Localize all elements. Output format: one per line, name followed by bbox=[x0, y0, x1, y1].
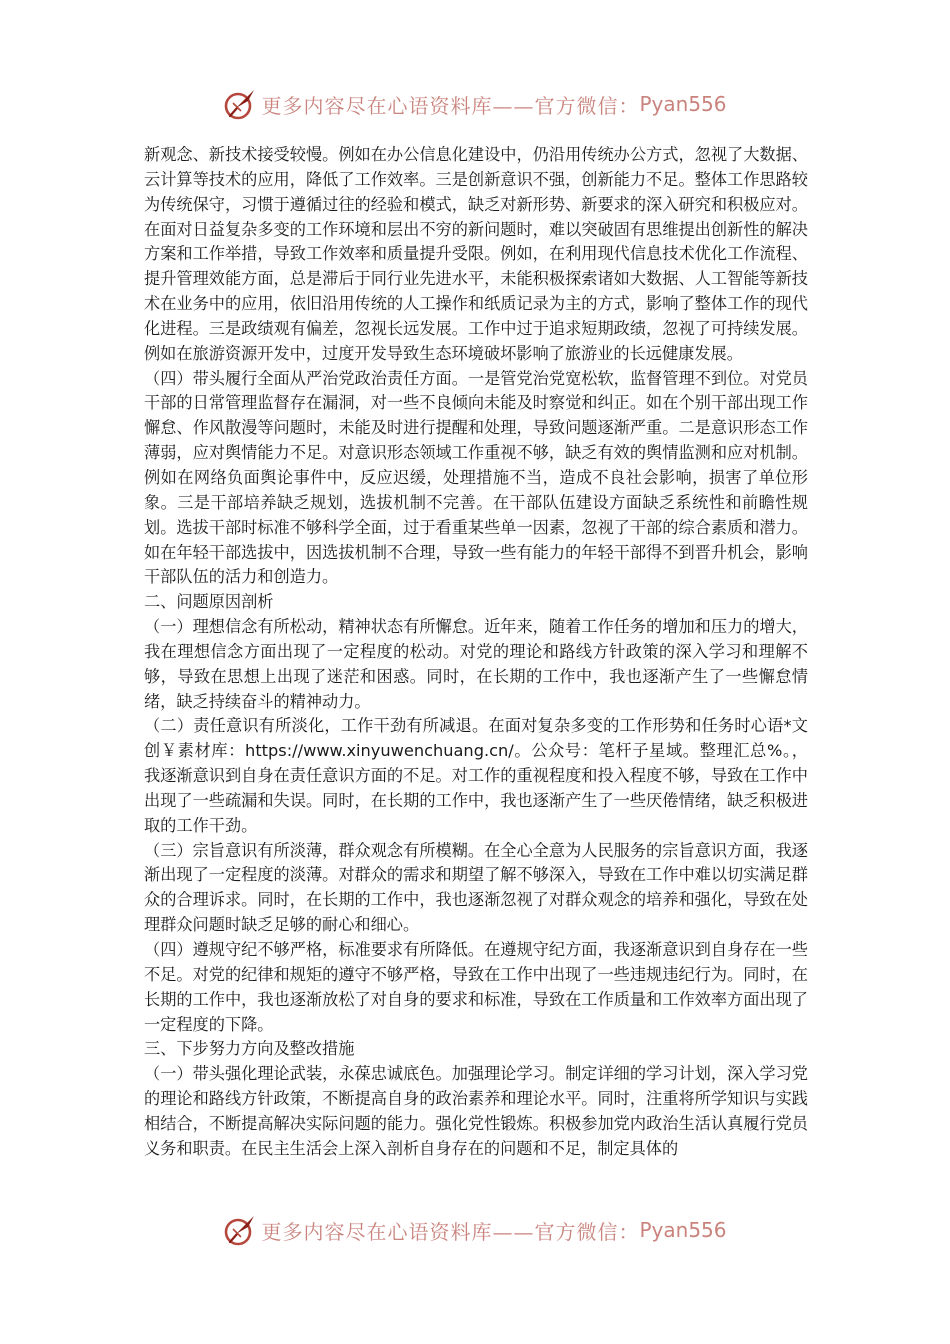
document-body bbox=[144, 143, 808, 1162]
quill-logo-icon bbox=[223, 87, 257, 121]
paragraph: （四）遵规守纪不够严格，标准要求有所降低。在遵规守纪方面，我逐渐意识到自身存在一些不足。对党的纪律和规矩的遵守不够严格，导致在工作中出现了一些违规违纪行为。同时，在长期的工作中，我也逐渐放松了对自身的要求和标准，导致在工作质量和工作效率方面出现了一定程度的下降。 bbox=[144, 940, 808, 1034]
paragraph: （四）带头履行全面从严治党政治责任方面。一是管党治党宽松软，监督管理不到位。对党员干部的日常管理监督存在漏洞，对一些不良倾向未能及时察觉和纠正。如在个别干部出现工作懈怠、作风散漫等问题时，未能及时进行提醒和处理，导致问题逐渐严重。二是意识形态工作薄弱，应对舆情能力不足。对意识形态领域工作重视不够，缺乏有效的舆情监测和应对机制。例如在网络负面舆论事件中，反应迟缓，处理措施不当，造成不良社会影响，损害了单位形象。三是干部培养缺乏规划，选拔机制不完善。在干部队伍建设方面缺乏系统性和前瞻性规划。选拔干部时标准不够科学全面，过于看重某些单一因素，忽视了干部的综合素质和潜力。如在年轻干部选拔中，因选拔机制不合理，导致一些有能力的年轻干部得不到晋升机会，影响干部队伍的活力和创造力。 bbox=[144, 368, 808, 587]
footer-watermark bbox=[0, 1208, 950, 1252]
paragraph: （一）理想信念有所松动，精神状态有所懈怠。近年来，随着工作任务的增加和压力的增大，我在理想信念方面出现了一定程度的松动。对党的理论和路线方针政策的深入学习和理解不够，导致在思想上出现了迷茫和困惑。同时，在长期的工作中，我也逐渐产生了一些懈怠情绪，缺乏持续奋斗的精神动力。 bbox=[144, 617, 808, 711]
paragraph: （二）责任意识有所淡化，工作干劲有所减退。在面对复杂多变的工作形势和任务时心语*文创￥素材库：https://www.xinyuwenchuang.cn/。公众号：笔杆子星域。整理汇总%。，我逐渐意识到自身在责任意识方面的不足。对工作的重视程度和投入程度不够，导致在工作中出现了一些疏漏和失误。同时，在长期的工作中，我也逐渐产生了一些厌倦情绪，缺乏积极进取的工作干劲。 bbox=[144, 716, 808, 835]
paragraph: （三）宗旨意识有所淡薄，群众观念有所模糊。在全心全意为人民服务的宗旨意识方面，我逐渐出现了一定程度的淡薄。对群众的需求和期望了解不够深入，导致在工作中难以切实满足群众的合理诉求。同时，在长期的工作中，我也逐渐忽视了对群众观念的培养和强化，导致在处理群众问题时缺乏足够的耐心和细心。 bbox=[144, 840, 808, 935]
section-heading: 三、下步努力方向及整改措施 bbox=[144, 1039, 355, 1059]
watermark-id: Pyan556 bbox=[639, 1218, 727, 1242]
quill-logo-icon bbox=[223, 1213, 257, 1247]
watermark-text: 更多内容尽在心语资料库——官方微信： bbox=[261, 1219, 640, 1244]
paragraph: （一）带头强化理论武装，永葆忠诚底色。加强理论学习。制定详细的学习计划，深入学习党的理论和路线方针政策，不断提高自身的政治素养和理论水平。同时，注重将所学知识与实践相结合，不断提高解决实际问题的能力。强化党性锻炼。积极参加党内政治生活认真履行党员义务和职责。在民主生活会上深入剖析自身存在的问题和不足，制定具体的 bbox=[144, 1064, 808, 1158]
header-watermark bbox=[0, 82, 950, 126]
watermark-id: Pyan556 bbox=[639, 92, 727, 116]
paragraph: 新观念、新技术接受较慢。例如在办公信息化建设中，仍沿用传统办公方式，忽视了大数据、云计算等技术的应用，降低了工作效率。三是创新意识不强，创新能力不足。整体工作思路较为传统保守，习惯于遵循过往的经验和模式，缺乏对新形势、新要求的深入研究和积极应对。在面对日益复杂多变的工作环境和层出不穷的新问题时，难以突破固有思维提出创新性的解决方案和工作举措，导致工作效率和质量提升受限。例如，在利用现代信息技术优化工作流程、提升管理效能方面，总是滞后于同行业先进水平，未能积极探索诸如大数据、人工智能等新技术在业务中的应用，依旧沿用传统的人工操作和纸质记录为主的方式，影响了整体工作的现代化进程。三是政绩观有偏差，忽视长远发展。工作中过于追求短期政绩，忽视了可持续发展。例如在旅游资源开发中，过度开发导致生态环境破坏影响了旅游业的长远健康发展。 bbox=[144, 145, 808, 363]
section-heading: 二、问题原因剖析 bbox=[144, 592, 274, 612]
watermark-text: 更多内容尽在心语资料库——官方微信： bbox=[261, 93, 640, 118]
